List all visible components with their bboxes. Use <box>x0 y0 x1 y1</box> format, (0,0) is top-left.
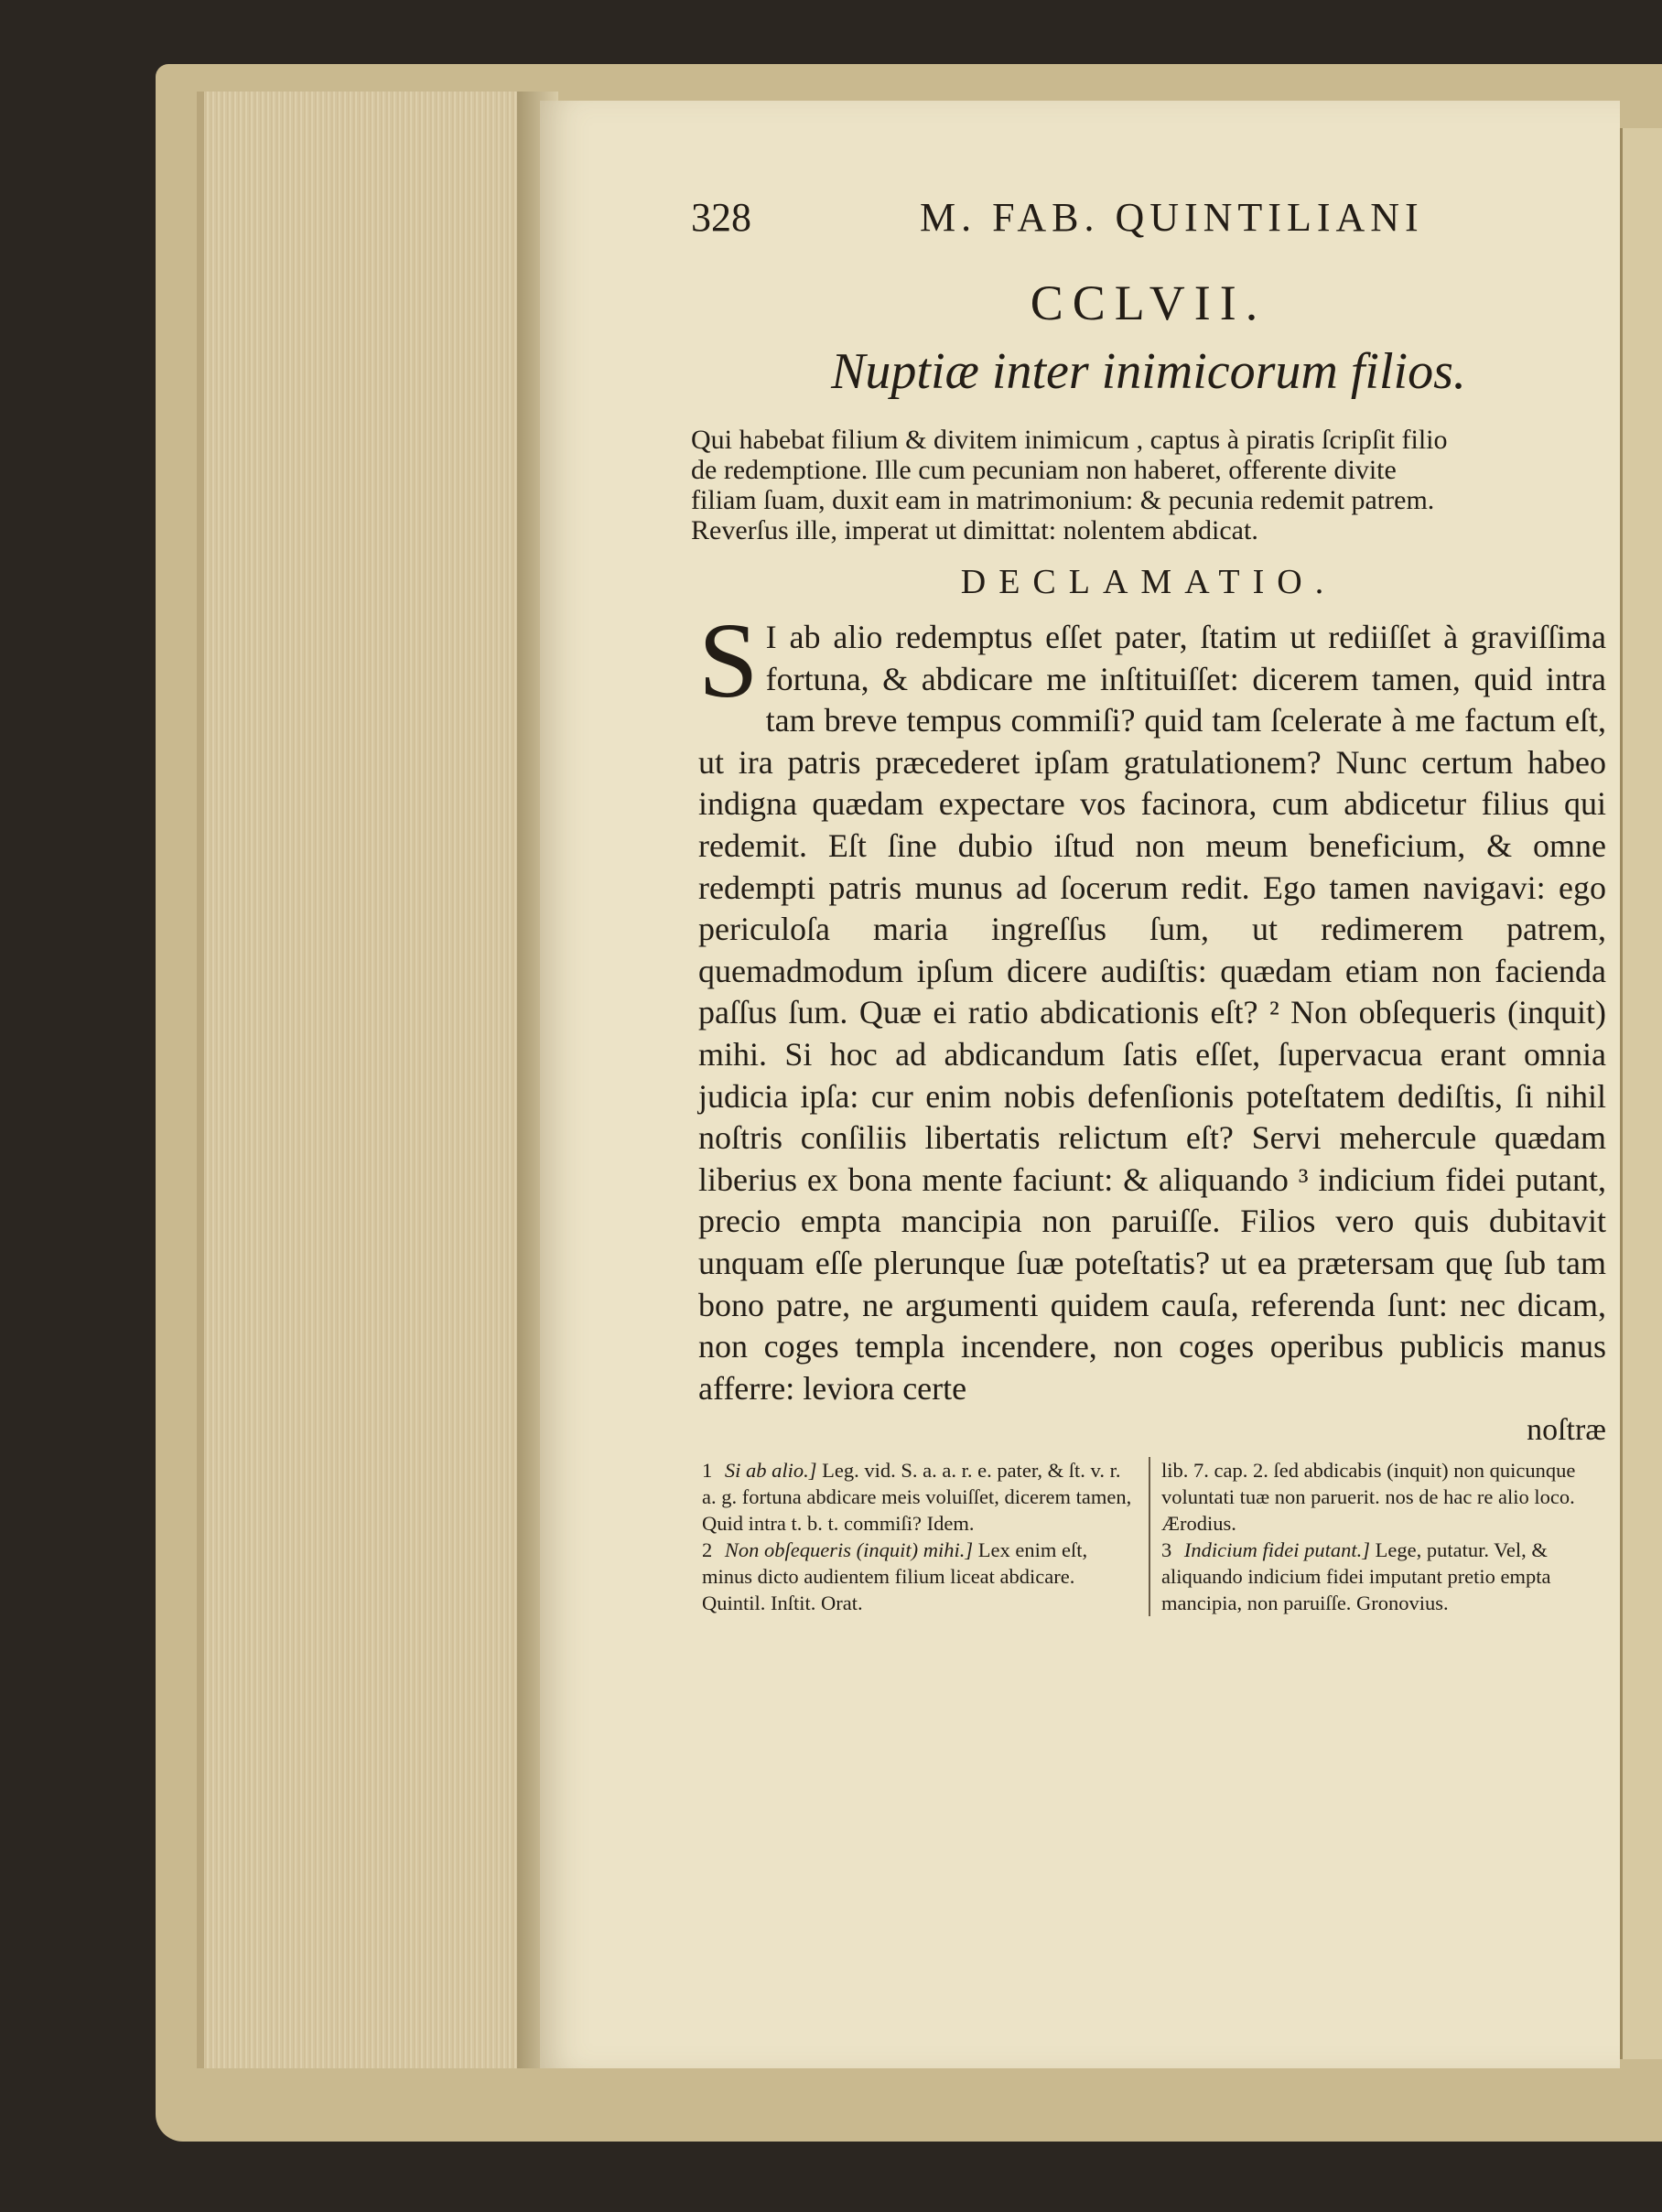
drop-cap: S <box>698 600 759 720</box>
footnote-number: 2 <box>702 1538 713 1562</box>
footnote-text: lib. 7. cap. 2. ſed abdicabis (inquit) non quicunque voluntati tuæ non paruerit. nos de hac re alio loco. Ærodius. <box>1161 1459 1576 1536</box>
footnote-lemma: Non obſequeris (inquit) mihi.] <box>724 1538 974 1562</box>
argument-line: Qui habebat filium & divitem inimicum , captus à piratis ſcripſit filio <box>691 425 1448 455</box>
body-text: I ab alio redemptus eſſet pater, ſtatim ut rediiſſet à graviſſima fortuna, & abdicare me inſtituiſſet: dicerem tamen, quid intra tam breve tempus commiſi? quid tam ſcelerate à me factum eſt, ut ira patris præcederet ipſam gratulationem? Nunc certum habeo indigna quædam expectare vos facinora, cum abdicetur filius qui redemit. Eſt ſine dubio iſtud non meum beneficium, & omne redempti patris munus ad ſocerum redit. Ego tamen navigavi: ego periculoſa maria ingreſſus ſum, ut redimerem patrem, quemadmodum ipſum dicere audiſtis: quædam etiam non facienda paſſus ſum. Quæ ei ratio abdicationis eſt? ² Non obſequeris (inquit) mihi. Si hoc ad abdicandum ſatis eſſet, ſupervacua erant omnia judicia ipſa: cur enim nobis defenſionis poteſtatem dediſtis, ſi nihil noſtris conſiliis libertatis relictum eſt? Servi mehercule quædam liberius ex bona mente faciunt: & aliquando ³ indicium fidei putant, precio empta mancipia non paruiſſe. Filios vero quis dubitavit unquam eſſe plerunque ſuæ poteſtatis? ut ea prætersam quę ſub tam bono patre, ne argumenti quidem cauſa, referenda ſunt: nec dicam, non coges templa incendere, non coges operibus publicis manus afferre: leviora certe <box>698 619 1606 1407</box>
footnotes-left-column <box>691 1457 1149 1616</box>
page-number: 328 <box>691 195 751 240</box>
footnote-number: 3 <box>1161 1538 1172 1562</box>
footnote-text: Lex enim eſt, minus dicto audientem filium liceat abdicare. Quintil. Inſtit. Orat. <box>702 1538 1088 1615</box>
footnote <box>702 1457 1138 1537</box>
running-head <box>691 194 1606 258</box>
facing-page-edge <box>1620 128 1662 2059</box>
footnote-lemma: Indicium fidei putant.] <box>1183 1538 1370 1562</box>
footnote-continuation <box>1161 1457 1595 1537</box>
body-text-block <box>691 600 1606 1409</box>
footnotes <box>691 1457 1606 1616</box>
footnote-text: Lege, putatur. Vel, & aliquando indicium fidei imputant pretio empta mancipia, non paruiſſe. Gronovius. <box>1161 1538 1551 1615</box>
section-heading: DECLAMATIO. <box>960 563 1337 601</box>
catchword: noſtræ <box>1527 1413 1606 1448</box>
footnote-number: 1 <box>702 1459 713 1483</box>
argument-line: filiam ſuam, duxit eam in matrimonium: & pecunia redemit patrem. <box>691 485 1435 515</box>
declamation-title: Nuptiæ inter inimicorum filios. <box>831 343 1466 400</box>
page-content <box>691 194 1606 1616</box>
footnote <box>1161 1537 1595 1616</box>
argument-line: Reverſus ille, imperat ut dimittat: nolentem abdicat. <box>691 515 1258 545</box>
footnote-lemma: Si ab alio.] <box>724 1459 817 1483</box>
page-edges <box>197 92 543 2068</box>
footnote <box>702 1537 1138 1616</box>
argument-line: de redemptione. Ille cum pecuniam non haberet, offerente divite <box>691 455 1397 485</box>
footnote-text: Leg. vid. S. a. a. r. e. pater, & ſt. v. r. a. g. fortuna abdicare meis voluiſſet, dicerem tamen, Quid intra t. b. t. commiſi? Idem. <box>702 1459 1132 1536</box>
argument <box>691 425 1606 545</box>
declamation-number: CCLVII. <box>1030 275 1268 330</box>
running-title: M. FAB. QUINTILIANI <box>920 195 1424 240</box>
footnotes-right-column <box>1149 1457 1606 1616</box>
